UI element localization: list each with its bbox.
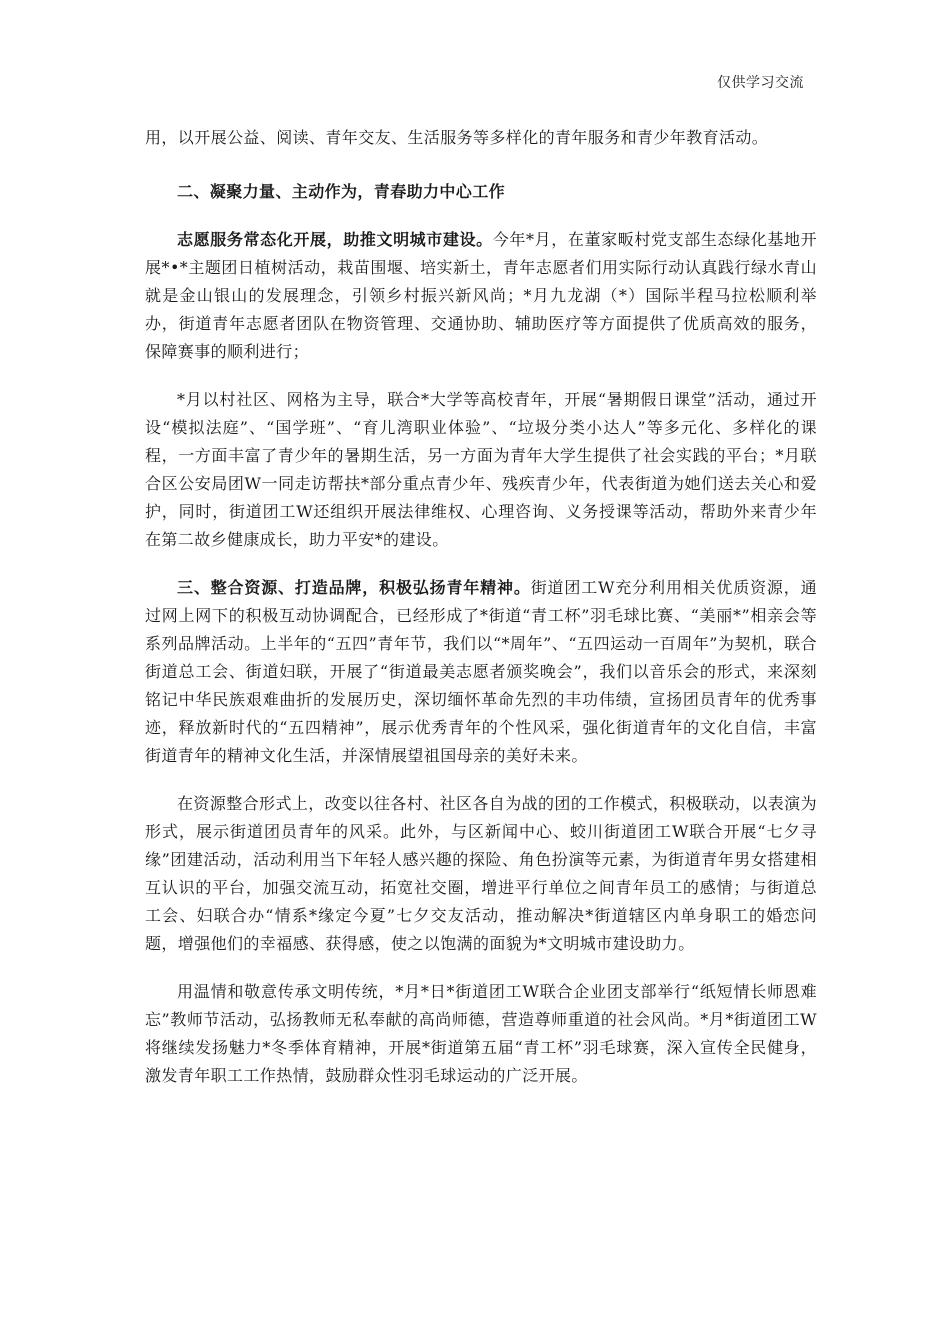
- document-body: [145, 124, 817, 1110]
- paragraph-lead: 志愿服务常态化开展，助推文明城市建设。: [177, 230, 493, 249]
- paragraph-continuation: 用，以开展公益、阅读、青年交友、生活服务等多样化的青年服务和青少年教育活动。: [145, 128, 769, 147]
- section-heading: 二、凝聚力量、主动作为，青春助力中心工作: [177, 182, 506, 201]
- paragraph-summer-class: *月以村社区、网格为主导，联合*大学等高校青年，开展“暑期假日课堂”活动，通过开设“模拟法庭”、“国学班”、“育儿湾职业体验”、“垃圾分类小达人”等多元化、多样化的课程，一方面丰富了青少年的暑期生活，另一方面为青年大学生提供了社会实践的平台；*月联合区公安局团W一同走访帮扶*部分重点青少年、残疾青少年，代表街道为她们送去关心和爱护，同时，街道团工W还组织开展法律维权、心理咨询、义务授课等活动，帮助外来青少年在第二故乡健康成长，助力平安*的建设。: [145, 390, 817, 549]
- paragraph-volunteer: [145, 226, 817, 366]
- paragraph-text: 街道团工W充分利用相关优质资源，通过网上网下的积极互动协调配合，已经形成了*街道“青工杯”羽毛球比赛、“美丽*”相亲会等系列品牌活动。上半年的“五四”青年节，我们以“*周年”、“五四运动一百周年”为契机，联合街道总工会、街道妇联，开展了“街道最美志愿者颁奖晚会”，我们以音乐会的形式，来深刻铭记中华民族艰难曲折的发展历史，深切缅怀革命先烈的丰功伟绩，宣扬团员青年的优秀事迹，释放新时代的“五四精神”，展示优秀青年的个性风采，强化街道青年的文化自信，丰富街道青年的精神文化生活，并深情展望祖国母亲的美好未来。: [145, 578, 818, 765]
- paragraph-resources: 在资源整合形式上，改变以往各村、社区各自为战的团的工作模式，积极联动，以表演为形式，展示街道团员青年的风采。此外，与区新闻中心、蛟川街道团工W联合开展“七夕寻缘”团建活动，活动利用当下年轻人感兴趣的探险、角色扮演等元素，为街道青年男女搭建相互认识的平台，加强交流互动，拓宽社交圈，增进平行单位之间青年员工的感情；与街道总工会、妇联合办“情系*缘定今夏”七夕交友活动，推动解决*街道辖区内单身职工的婚恋问题，增强他们的幸福感、获得感，使之以饱满的面貌为*文明城市建设助力。: [145, 794, 817, 953]
- paragraph-brand: [145, 574, 817, 770]
- header-note: 仅供学习交流: [717, 75, 804, 91]
- paragraph-tradition: 用温情和敬意传承文明传统，*月*日*街道团工W联合企业团支部举行“纸短情长师恩难忘”教师节活动，弘扬教师无私奉献的高尚师德，营造尊师重道的社会风尚。*月*街道团工W将继续发扬魅力*冬季体育精神，开展*街道第五届“青工杯”羽毛球赛，深入宣传全民健身，激发青年职工工作热情，鼓励群众性羽毛球运动的广泛开展。: [145, 982, 817, 1085]
- paragraph-lead: 三、整合资源、打造品牌，积极弘扬青年精神。: [177, 578, 531, 597]
- paragraph-text: 今年*月，在董家畈村党支部生态绿化基地开展*•*主题团日植树活动，栽苗围堰、培实新土，青年志愿者们用实际行动认真践行绿水青山就是金山银山的发展理念，引领乡村振兴新风尚；*月九龙湖（*）国际半程马拉松顺利举办，街道青年志愿者团队在物资管理、交通协助、辅助医疗等方面提供了优质高效的服务，保障赛事的顺利进行；: [145, 230, 817, 361]
